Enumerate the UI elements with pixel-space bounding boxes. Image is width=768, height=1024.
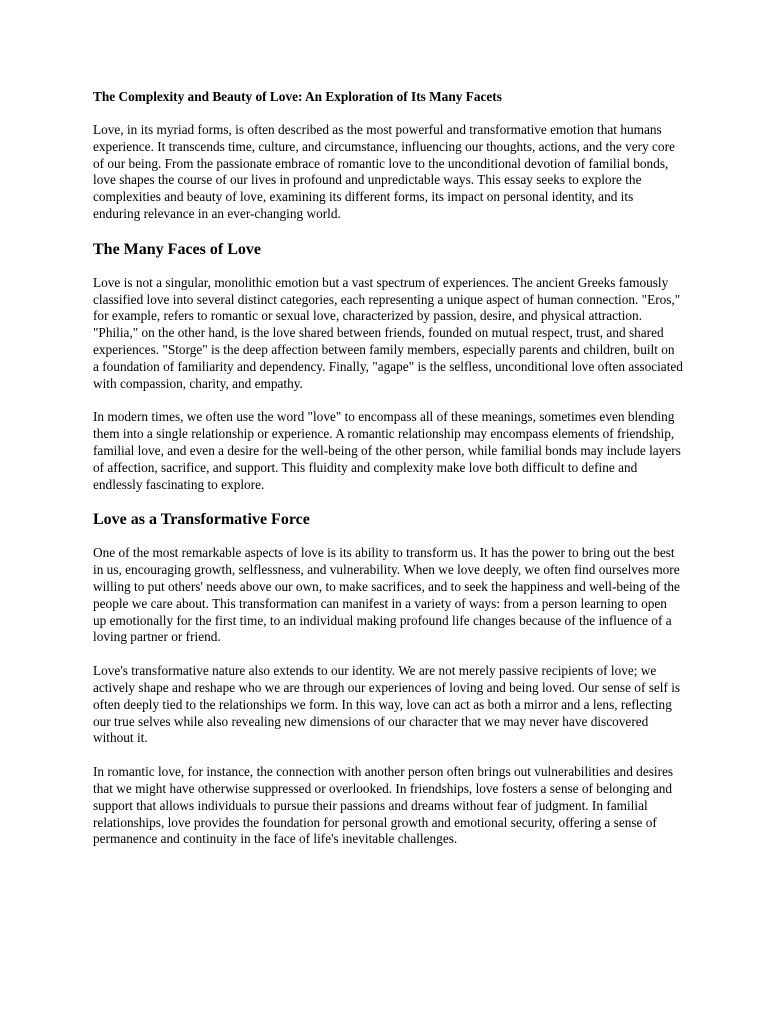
document-title: The Complexity and Beauty of Love: An Exploration of Its Many Facets <box>93 89 502 104</box>
paragraph: In romantic love, for instance, the connection with another person often brings out vulnerabilities and desires that we might have otherwise suppressed or overlooked. In friendships, love fosters a sense of belonging and support that allows individuals to pursue their passions and dreams without fear of judgment. In familial relationships, love provides the foundation for personal growth and emotional security, offering a sense of permanence and continuity in the face of life's inevitable challenges. <box>93 764 674 847</box>
intro-paragraph: Love, in its myriad forms, is often described as the most powerful and transformative emotion that humans experience. It transcends time, culture, and circumstance, influencing our thoughts, actions, and the very core of our being. From the passionate embrace of romantic love to the unconditional devotion of familial bonds, love shapes the course of our lives in profound and unpredictable ways. This essay seeks to explore the complexities and beauty of love, examining its different forms, its impact on personal identity, and its enduring relevance in an ever-changing world. <box>93 122 675 221</box>
paragraph: Love's transformative nature also extends to our identity. We are not merely passive recipients of love; we actively shape and reshape who we are through our experiences of loving and being loved. Our sense of self is often deeply tied to the relationships we form. In this way, love can act as both a mirror and a lens, reflecting our true selves while also revealing new dimensions of our character that we may never have discovered without it. <box>93 663 681 746</box>
paragraph: One of the most remarkable aspects of love is its ability to transform us. It has the power to bring out the best in us, encouraging growth, selflessness, and vulnerability. When we love deeply, we often find ourselves more willing to put others' needs above our own, to make sacrifices, and to seek the happiness and well-being of the people we care about. This transformation can manifest in a variety of ways: from a person learning to open up emotionally for the first time, to an individual making profound life changes because of the influence of a loving partner or friend. <box>93 545 680 645</box>
paragraph: Love is not a singular, monolithic emotion but a vast spectrum of experiences. The ancient Greeks famously classified love into several distinct categories, each representing a unique aspect of human connection. "Eros," for example, refers to romantic or sexual love, characterized by passion, desire, and physical attraction. "Philia," on the other hand, is the love shared between friends, founded on mutual respect, trust, and shared experiences. "Storge" is the deep affection between family members, especially parents and children, built on a foundation of familiarity and dependency. Finally, "agape" is the selfless, unconditional love often associated with compassion, charity, and empathy. <box>93 274 683 391</box>
section-heading-many-faces: The Many Faces of Love <box>93 240 261 258</box>
paragraph: In modern times, we often use the word "love" to encompass all of these meanings, sometimes even blending them into a single relationship or experience. A romantic relationship may encompass elements of friendship, familial love, and even a desire for the well-being of the other person, while familial bonds may include layers of affection, sacrifice, and support. This fluidity and complexity make love both difficult to define and endlessly fascinating to explore. <box>93 409 681 492</box>
document-body <box>93 88 683 865</box>
section-heading-transformative-force: Love as a Transformative Force <box>93 511 310 529</box>
